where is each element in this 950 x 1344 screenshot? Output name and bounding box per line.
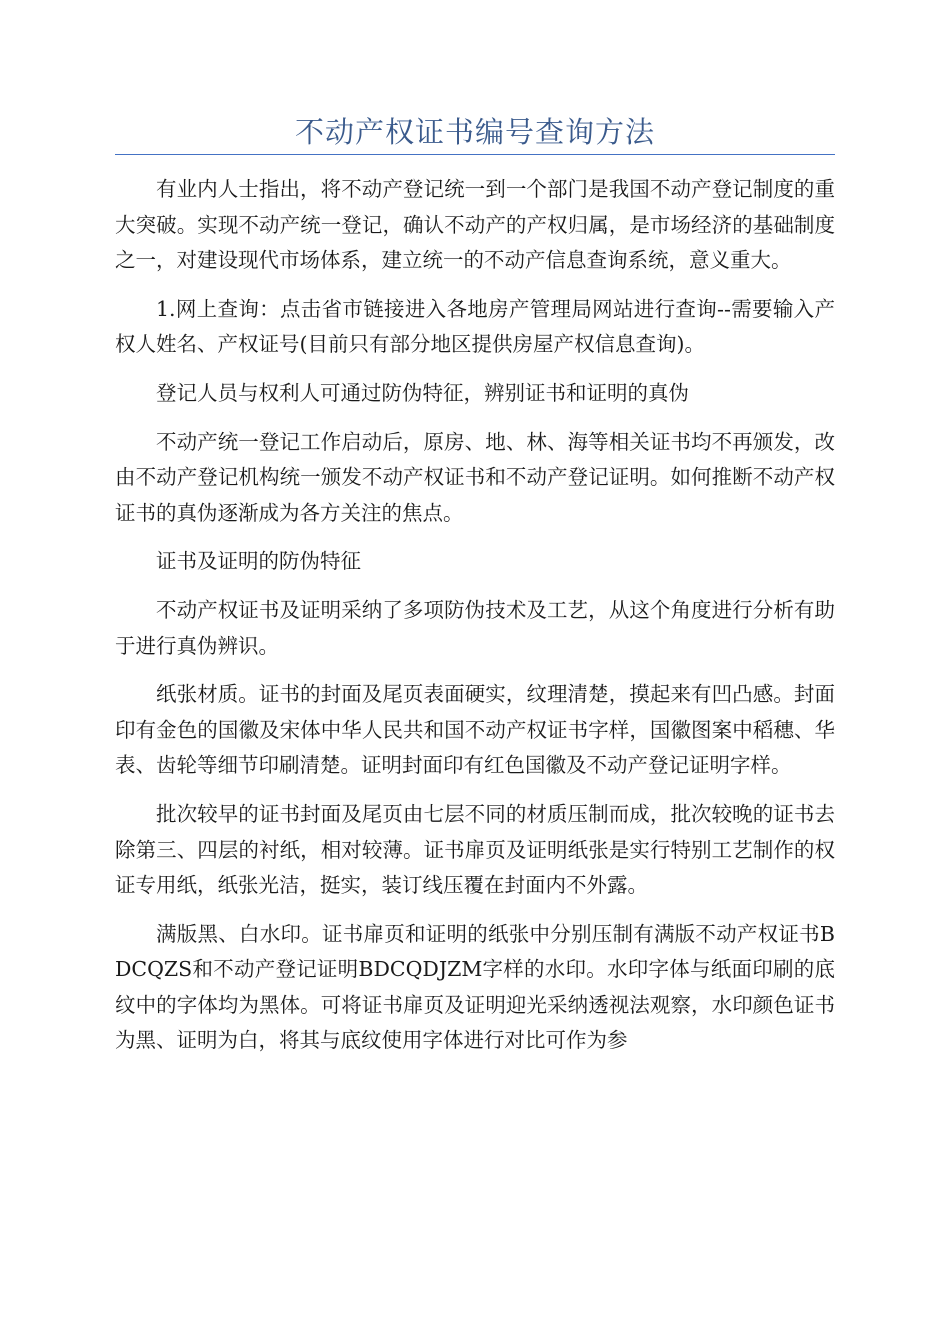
page-title: 不动产权证书编号查询方法 <box>294 115 655 149</box>
paragraph-unified-registration: 不动产统一登记工作启动后，原房、地、林、海等相关证书均不再颁发，改由不动产登记机构统一颁发不动产权证书和不动产登记证明。如何推断不动产权证书的真伪逐渐成为各方关注的焦点。 <box>115 429 835 525</box>
paragraph-subheading-features: 证书及证明的防伪特征 <box>156 549 361 574</box>
document-body <box>115 172 835 1072</box>
paragraph-authentication-note: 登记人员与权利人可通过防伪特征，辨别证书和证明的真伪 <box>156 380 689 405</box>
paragraph-paper-material: 纸张材质。证书的封面及尾页表面硬实，纹理清楚，摸起来有凹凸感。封面印有金色的国徽及宋体中华人民共和国不动产权证书字样，国徽图案中稻穗、华表、齿轮等细节印刷清楚。证明封面印有红色国徽及不动产登记证明字样。 <box>115 682 835 778</box>
title-underline <box>115 154 835 155</box>
paragraph-batch-layers: 批次较早的证书封面及尾页由七层不同的材质压制而成，批次较晚的证书去除第三、四层的衬纸，相对较薄。证书扉页及证明纸张是实行特别工艺制作的权证专用纸，纸张光洁，挺实，装订线压覆在封面内不外露。 <box>115 801 835 898</box>
paragraph-watermark: 满版黑、白水印。证书扉页和证明的纸张中分别压制有满版不动产权证书BDCQZS和不动产登记证明BDCQDJZM字样的水印。水印字体与纸面印刷的底纹中的字体均为黑体。可将证书扉页及证明迎光采纳透视法观察，水印颜色证书为黑、证明为白，将其与底纹使用字体进行对比可作为参 <box>115 921 835 1053</box>
paragraph-online-query: 1.网上查询：点击省市链接进入各地房产管理局网站进行查询--需要输入产权人姓名、产权证号(目前只有部分地区提供房屋产权信息查询)。 <box>115 296 835 357</box>
paragraph-intro: 有业内人士指出，将不动产登记统一到一个部门是我国不动产登记制度的重大突破。实现不动产统一登记，确认不动产的产权归属，是市场经济的基础制度之一，对建设现代市场体系，建立统一的不动产信息查询系统，意义重大。 <box>115 177 835 273</box>
paragraph-anti-counterfeit-tech: 不动产权证书及证明采纳了多项防伪技术及工艺，从这个角度进行分析有助于进行真伪辨识。 <box>115 597 835 658</box>
